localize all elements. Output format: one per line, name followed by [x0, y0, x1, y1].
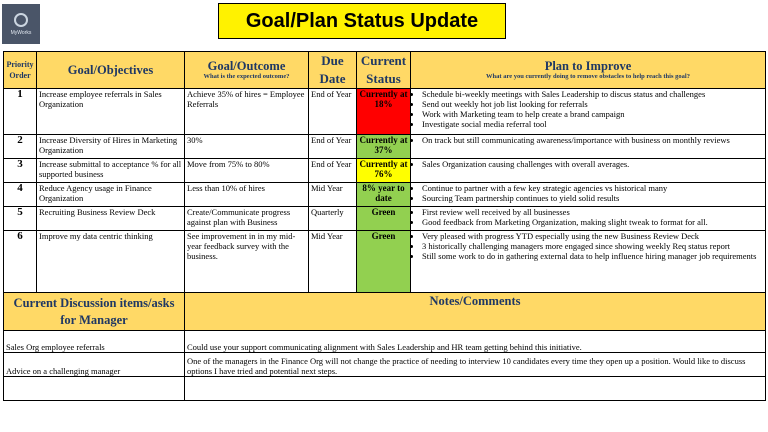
status-cell: 8% year to date: [357, 183, 411, 207]
header-status: Current Status: [357, 52, 411, 89]
plan-cell: [411, 207, 766, 231]
header-goal: [37, 52, 185, 89]
status-cell: Currently at 76%: [357, 159, 411, 183]
goal-cell: Increase submittal to acceptance % for all supported business: [37, 159, 185, 183]
discussion-note: One of the managers in the Finance Org will not change the practice of needing to interview 10 candidates every time they open up a position. Would like to discuss options I have tried and potential next steps.: [185, 353, 766, 377]
goal-cell: Recruiting Business Review Deck: [37, 207, 185, 231]
table-row: [4, 183, 766, 207]
outcome-cell: Achieve 35% of hires = Employee Referrals: [185, 89, 309, 135]
plan-list: [413, 159, 763, 169]
logo-text: MyWorks: [10, 29, 32, 36]
outcome-cell: 30%: [185, 135, 309, 159]
goal-cell: Increase Diversity of Hires in Marketing Organization: [37, 135, 185, 159]
plan-list: [413, 231, 763, 261]
plan-item: • First review well received by all businesses: [422, 207, 763, 217]
table-row: [4, 135, 766, 159]
status-cell: Currently at 18%: [357, 89, 411, 135]
header-plan: [411, 52, 766, 89]
plan-item: • On track but still communicating awareness/importance with business on monthly reviews: [422, 135, 763, 145]
outcome-cell: Less than 10% of hires: [185, 183, 309, 207]
goal-cell: Reduce Agency usage in Finance Organization: [37, 183, 185, 207]
status-cell: Green: [357, 207, 411, 231]
header-priority: Priority Order: [4, 52, 37, 89]
due-cell: Mid Year: [309, 231, 357, 293]
page-title: Goal/Plan Status Update: [218, 3, 506, 39]
discussion-note: [185, 377, 766, 401]
table-row: [4, 159, 766, 183]
due-cell: End of Year: [309, 135, 357, 159]
plan-list: [413, 183, 763, 203]
plan-item: • 3 historically challenging managers more engaged since showing weekly Req status report: [422, 241, 763, 251]
table-row: [4, 231, 766, 293]
plan-item: • Good feedback from Marketing Organization, making slight tweak to format for all.: [422, 217, 763, 227]
table-row: [4, 89, 766, 135]
goal-rows: [4, 89, 766, 293]
plan-item: • Investigate social media referral tool: [422, 119, 763, 129]
header-outcome-label: Goal/Outcome: [207, 59, 286, 73]
goal-cell: Improve my data centric thinking: [37, 231, 185, 293]
goal-status-table: [3, 51, 766, 401]
priority-cell: 5: [4, 207, 37, 231]
goal-cell: Increase employee referrals in Sales Organization: [37, 89, 185, 135]
due-cell: End of Year: [309, 89, 357, 135]
company-logo: [2, 4, 40, 44]
plan-list: [413, 89, 763, 129]
header-plan-sub: What are you currently doing to remove obstacles to help reach this goal?: [486, 73, 690, 80]
status-cell: Green: [357, 231, 411, 293]
plan-cell: [411, 231, 766, 293]
discussion-note: Could use your support communicating alignment with Sales Leadership and HR team getting behind this initiative.: [185, 331, 766, 353]
priority-cell: 1: [4, 89, 37, 135]
outcome-cell: Move from 75% to 80%: [185, 159, 309, 183]
header-outcome-sub: What is the expected outcome?: [203, 73, 290, 80]
plan-list: [413, 207, 763, 227]
priority-cell: 2: [4, 135, 37, 159]
status-cell: Currently at 37%: [357, 135, 411, 159]
discussion-item: Sales Org employee referrals: [4, 331, 185, 353]
header-goal-label: Goal/Objectives: [67, 63, 154, 77]
plan-item: • Sourcing Team partnership continues to yield solid results: [422, 193, 763, 203]
plan-item: • Very pleased with progress YTD especially using the new Business Review Deck: [422, 231, 763, 241]
outcome-cell: See improvement in in my mid-year feedback survey with the business.: [185, 231, 309, 293]
outcome-cell: Create/Communicate progress against plan with Business: [185, 207, 309, 231]
plan-item: • Send out weekly hot job list looking for referrals: [422, 99, 763, 109]
due-cell: End of Year: [309, 159, 357, 183]
discussion-item: [4, 377, 185, 401]
plan-item: • Sales Organization causing challenges with overall averages.: [422, 159, 763, 169]
priority-cell: 6: [4, 231, 37, 293]
logo-mark-icon: [14, 13, 28, 27]
plan-cell: [411, 135, 766, 159]
discussion-section: [4, 293, 766, 401]
plan-item: • Work with Marketing team to help create a brand campaign: [422, 109, 763, 119]
plan-cell: [411, 159, 766, 183]
due-cell: Mid Year: [309, 183, 357, 207]
due-cell: Quarterly: [309, 207, 357, 231]
plan-item: • Continue to partner with a few key strategic agencies vs historical many: [422, 183, 763, 193]
plan-list: [413, 135, 763, 145]
discussion-item: Advice on a challenging manager: [4, 353, 185, 377]
table-row: [4, 207, 766, 231]
priority-cell: 4: [4, 183, 37, 207]
notes-header: Notes/Comments: [185, 293, 766, 331]
header-plan-label: Plan to Improve: [544, 59, 632, 73]
plan-item: • Still some work to do in gathering external data to help influence hiring manager job requirements: [422, 251, 763, 261]
header-due: Due Date: [309, 52, 357, 89]
header-outcome: [185, 52, 309, 89]
plan-cell: [411, 89, 766, 135]
priority-cell: 3: [4, 159, 37, 183]
discussion-header: Current Discussion items/asks for Manager: [4, 293, 185, 331]
plan-item: • Schedule bi-weekly meetings with Sales Leadership to discus status and challenges: [422, 89, 763, 99]
plan-cell: [411, 183, 766, 207]
